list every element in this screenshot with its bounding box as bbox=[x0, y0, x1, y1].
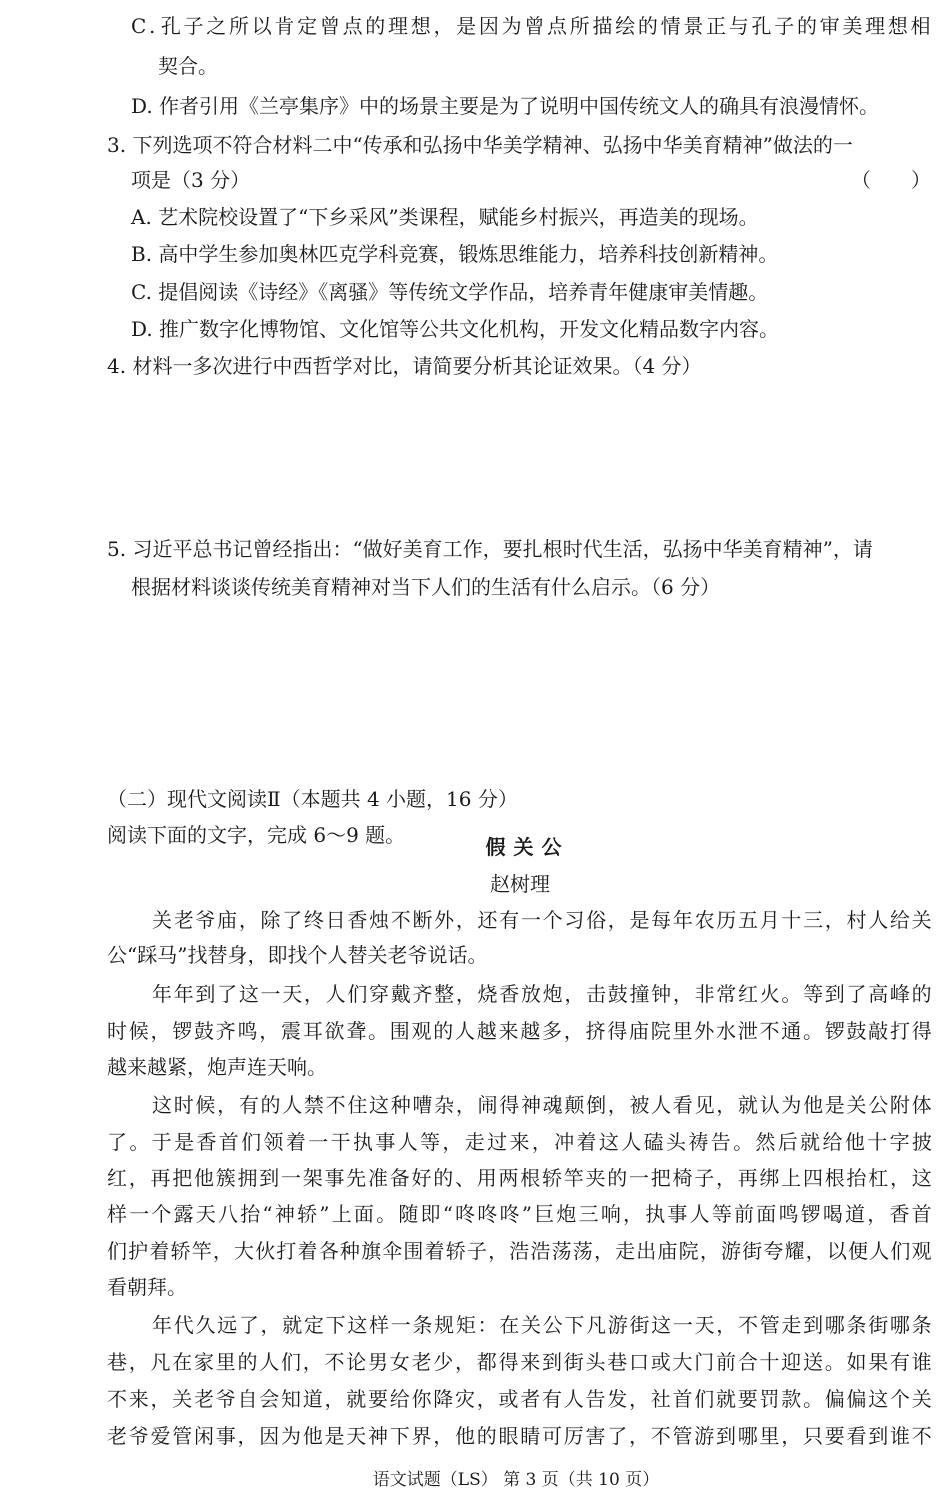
paragraph-2-line3: 越来越紧，炮声连天响。 bbox=[107, 1055, 327, 1079]
paragraph-1-line2: 公“踩马”找替身，即找个人替关老爷说话。 bbox=[107, 943, 488, 967]
q2-option-d: D. 作者引用《兰亭集序》中的场景主要是为了说明中国传统文人的确具有浪漫情怀。 bbox=[131, 94, 880, 118]
passage-title: 假关公 bbox=[485, 835, 570, 859]
paragraph-2-line2: 时 候 ， 锣 鼓 齐 鸣 ， 震 耳 欲 聋 。 围 观 的 人 越 来 越 多 ， 挤 得 庙 院 里 外 水 泄 不 通 。 锣 鼓 敲 打 得 bbox=[107, 1019, 932, 1043]
q3-option-d: D. 推广数字化博物馆、文化馆等公共文化机构，开发文化精品数字内容。 bbox=[131, 317, 780, 341]
paragraph-3-line3: 红 ， 再 把 他 簇 拥 到 一 架 事 先 准 备 好 的 、 用 两 根 轿 竿 夹 的 一 把 椅 子 ， 再 绑 上 四 根 抬 杠 ， 这 bbox=[107, 1166, 932, 1190]
page-footer: 语文试题（LS） 第 3 页（共 10 页） bbox=[372, 1470, 660, 1490]
q5-stem-line2: 根据材料谈谈传统美育精神对当下人们的生活有什么启示。（6 分） bbox=[131, 575, 721, 599]
q3-stem-line2 bbox=[131, 168, 931, 192]
paragraph-4-line1: 年 代 久 远 了 ， 就 定 下 这 样 一 条 规 矩 ： 在 关 公 下 凡 游 街 这 一 天 ， 不 管 走 到 哪 条 街 哪 条 bbox=[152, 1313, 932, 1337]
paragraph-3-line5: 们 护 着 轿 竿 ， 大 伙 打 着 各 种 旗 伞 围 着 轿 子 ， 浩 浩 荡 荡 ， 走 出 庙 院 ， 游 街 夸 耀 ， 以 便 人 们 观 bbox=[107, 1239, 932, 1263]
q5-stem-line1: 5. 习近平总书记曾经指出：“做好美育工作，要扎根时代生活，弘扬中华美育精神”，请 bbox=[107, 537, 873, 561]
q3-option-c: C. 提倡阅读《诗经》《离骚》等传统文学作品，培养青年健康审美情趣。 bbox=[131, 280, 769, 304]
passage-author: 赵树理 bbox=[490, 872, 550, 896]
paragraph-4-line3: 不 来 ， 关 老 爷 自 会 知 道 ， 就 要 给 你 降 灾 ， 或 者 有 人 告 发 ， 社 首 们 就 要 罚 款 。 偏 偏 这 个 关 bbox=[107, 1387, 932, 1411]
q4-stem: 4. 材料一多次进行中西哲学对比，请简要分析其论证效果。（4 分） bbox=[107, 354, 702, 378]
paragraph-1-line1: 关 老 爷 庙 ， 除 了 终 日 香 烛 不 断 外 ， 还 有 一 个 习 俗 ， 是 每 年 农 历 五 月 十 三 ， 村 人 给 关 bbox=[152, 908, 932, 932]
answer-bracket: （ ） bbox=[851, 168, 931, 192]
q2-option-c-line2: 契合。 bbox=[158, 54, 218, 78]
paragraph-2-line1: 年 年 到 了 这 一 天 ， 人 们 穿 戴 齐 整 ， 烧 香 放 炮 ， 击 鼓 撞 钟 ， 非 常 红 火 。 等 到 了 高 峰 的 bbox=[152, 982, 932, 1006]
q3-stem-text: 项是（3 分） bbox=[131, 168, 251, 192]
section-heading: （二）现代文阅读Ⅱ（本题共 4 小题，16 分） bbox=[107, 787, 518, 811]
q3-stem-line1: 3. 下列选项不符合材料二中“传承和弘扬中华美学精神、弘扬中华美育精神”做法的一 bbox=[107, 133, 853, 157]
paragraph-4-line2: 巷 ， 凡 在 家 里 的 人 们 ， 不 论 男 女 老 少 ， 都 得 来 到 街 头 巷 口 或 大 门 前 合 十 迎 送 。 如 果 有 谁 bbox=[107, 1350, 932, 1374]
q3-option-b: B. 高中学生参加奥林匹克学科竞赛，锻炼思维能力，培养科技创新精神。 bbox=[131, 242, 779, 266]
q2-option-c-line1: C . 孔 子 之 所 以 肯 定 曾 点 的 理 想 ， 是 因 为 曾 点 所 描 绘 的 情 景 正 与 孔 子 的 审 美 理 想 相 bbox=[131, 14, 931, 38]
paragraph-3-line6: 看朝拜。 bbox=[107, 1275, 187, 1299]
paragraph-4-line4: 老 爷 爱 管 闲 事 ， 因 为 他 是 天 神 下 界 ， 他 的 眼 睛 可 厉 害 了 ， 不 管 游 到 哪 里 ， 只 要 看 到 谁 不 bbox=[107, 1424, 932, 1448]
section-instruction: 阅读下面的文字，完成 6～9 题。 bbox=[107, 823, 406, 847]
paragraph-3-line2: 了 。 于 是 香 首 们 领 着 一 干 执 事 人 等 ， 走 过 来 ， 冲 着 这 人 磕 头 祷 告 。 然 后 就 给 他 十 字 披 bbox=[107, 1130, 932, 1154]
paragraph-3-line4: 样 一 个 露 天 八 抬 “ 神 轿 ” 上 面 。 随 即 “ 咚 咚 咚 ” 巨 炮 三 响 ， 执 事 人 等 前 面 鸣 锣 喝 道 ， 香 首 bbox=[107, 1202, 932, 1226]
q3-option-a: A. 艺术院校设置了“下乡采风”类课程，赋能乡村振兴，再造美的现场。 bbox=[131, 205, 759, 229]
paragraph-3-line1: 这 时 候 ， 有 的 人 禁 不 住 这 种 嘈 杂 ， 闹 得 神 魂 颠 倒 ， 被 人 看 见 ， 就 认 为 他 是 关 公 附 体 bbox=[152, 1093, 932, 1117]
